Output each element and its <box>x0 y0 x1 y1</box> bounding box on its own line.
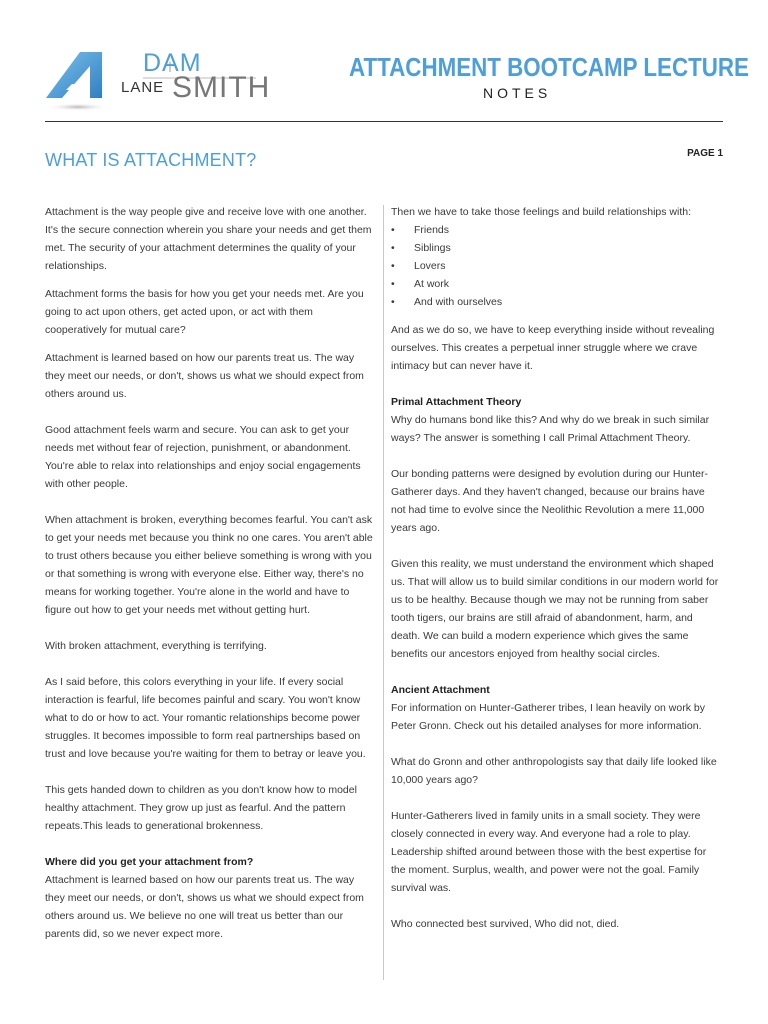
paragraph: Then we have to take those feelings and build relationships with: <box>391 206 692 218</box>
logo-smith-text: SMITH <box>172 71 271 104</box>
document-title: ATTACHMENT BOOTCAMP LECTURE <box>349 52 749 82</box>
logo-adam-text: DAM <box>143 49 202 77</box>
bullet-list <box>391 221 721 311</box>
left-column <box>45 203 375 953</box>
page-number: PAGE 1 <box>687 148 723 159</box>
subheading: Primal Attachment Theory <box>391 396 522 408</box>
paragraph: As I said before, this colors everything in your life. If every social interaction is fearful, life becomes painful and scary. You won't know what to do or how to act. Your romantic relationships become power struggles. It becomes impossible to form real partnerships based on trust and love because you're waiting for them to betray or leave you. <box>45 676 366 760</box>
list-item: • Friends <box>391 221 721 239</box>
list-item: • At work <box>391 275 721 293</box>
paragraph: This gets handed down to children as you don't know how to model healthy attachment. They grow up just as fearful. And the pattern repeats.This leads to generational brokenness. <box>45 784 357 832</box>
list-item: • And with ourselves <box>391 293 721 311</box>
paragraph: With broken attachment, everything is terrifying. <box>45 640 267 652</box>
adam-lane-smith-logo <box>44 50 270 112</box>
paragraph: What do Gronn and other anthropologists say that daily life looked like 10,000 years ago? <box>391 756 717 786</box>
paragraph: And as we do so, we have to keep everything inside without revealing ourselves. This creates a perpetual inner struggle where we crave intimacy but can never have it. <box>391 324 715 372</box>
paragraph: Attachment is learned based on how our parents treat us. The way they meet our needs, or don't, shows us what we should expect from others around us. We believe no one will treat us better than our parents did, so we never expect more. <box>45 874 364 940</box>
document-subtitle: NOTES <box>483 85 552 101</box>
header-divider <box>45 121 723 122</box>
column-divider <box>383 205 384 980</box>
paragraph: Attachment is learned based on how our parents treat us. The way they meet our needs, or don't, shows us what we should expect from others around us. <box>45 352 364 400</box>
paragraph: Hunter-Gatherers lived in family units in a small society. They were closely connected in every way. And everyone had a role to play. Leadership shifted around between those with the best expertise for the moment. Surplus, wealth, and power were not the goal. Family survival was. <box>391 810 707 894</box>
paragraph: Given this reality, we must understand the environment which shaped us. That will allow us to build similar conditions in our modern world for us to be healthy. Because though we may not be running from saber tooth tigers, our brains are still afraid of abandonment, harm, and death. We can build a modern experience which gives the same benefits our ancestors enjoyed from healthy social circles. <box>391 558 719 660</box>
paragraph: Attachment forms the basis for how you get your needs met. Are you going to act upon others, get acted upon, or act with them cooperatively for mutual care? <box>45 288 364 336</box>
list-item: • Lovers <box>391 257 721 275</box>
paragraph: For information on Hunter-Gatherer tribes, I lean heavily on work by Peter Gronn. Check out his detailed analyses for more information. <box>391 702 705 732</box>
paragraph: Good attachment feels warm and secure. You can ask to get your needs met without fear of rejection, punishment, or abandonment. You're able to relax into relationships and enjoy social engagements with other people. <box>45 424 361 490</box>
paragraph: Why do humans bond like this? And why do we break in such similar ways? The answer is something I call Primal Attachment Theory. <box>391 414 710 444</box>
subheading: Ancient Attachment <box>391 684 490 696</box>
list-item: • Siblings <box>391 239 721 257</box>
paragraph: Who connected best survived, Who did not, died. <box>391 918 620 930</box>
paragraph: Attachment is the way people give and receive love with one another. It's the secure connection wherein you share your needs and get them met. The security of your attachment determines the quality of your relationships. <box>45 206 372 272</box>
paragraph: When attachment is broken, everything becomes fearful. You can't ask to get your needs met because you think no one cares. You aren't able to trust others because you either believe something is wrong with you or that something is wrong with everyone else. Either way, there's no means for working together. You're alone in the world and have to figure out how to get your needs met without getting hurt. <box>45 514 373 616</box>
subheading: Where did you get your attachment from? <box>45 856 254 868</box>
section-heading: WHAT IS ATTACHMENT? <box>45 150 257 170</box>
right-column <box>391 203 721 943</box>
logo-lane-text: LANE <box>121 79 165 96</box>
paragraph: Our bonding patterns were designed by evolution during our Hunter-Gatherer days. And they haven't changed, because our brains have not had time to evolve since the Neolithic Revolution a mere 11,000 years ago. <box>391 468 708 534</box>
